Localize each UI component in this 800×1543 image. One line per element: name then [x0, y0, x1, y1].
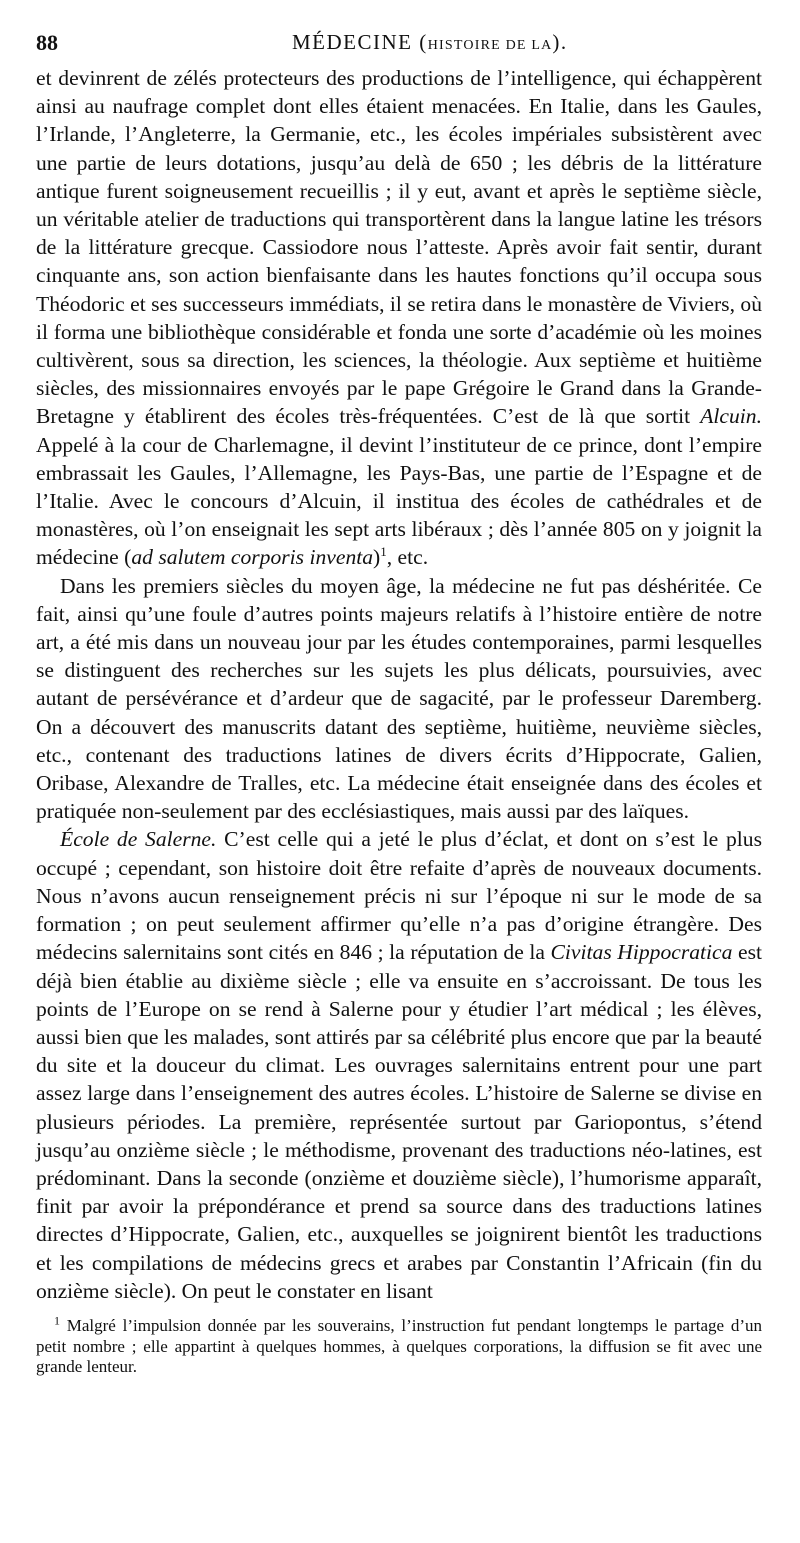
footnote-text: Malgré l’impulsion donnée par les souverains, l’instruction fut pendant longtemps le partage d’un petit nombre ; elle appartint à quelques hommes, à quelques corporations, la diffusion se fit avec une grande lenteur.: [36, 1316, 762, 1376]
paragraph-1-text-c: ): [373, 545, 381, 570]
paragraph-2: Dans les premiers siècles du moyen âge, la médecine ne fut pas déshéritée. Ce fait, ainsi qu’une foule d’autres points majeurs relatifs à l’histoire entière de notre art, a été mis dans un nouveau jour par les études contemporaines, parmi lesquelles se distinguent des recherches sur les sujets les plus délicats, poursuivies, avec autant de persévérance et d’ardeur que de sagacité, par le professeur Daremberg. On a découvert des manuscrits datant des septième, huitième, neuvième siècles, etc., contenant des traductions latines de divers écrits d’Hippocrate, Galien, Oribase, Alexandre de Tralles, etc. La médecine était enseignée dans des écoles et pratiquée non-seulement par des ecclésiastiques, mais aussi par des laïques.: [36, 573, 762, 824]
running-head-paren-open: (: [412, 30, 428, 54]
footnote-mark: 1: [54, 1313, 60, 1328]
page-header: [36, 28, 762, 64]
latin-quote: ad salutem corporis inventa: [131, 545, 374, 570]
body-text: [36, 64, 762, 1305]
paragraph-1-text-a: et devinrent de zélés protecteurs des productions de l’intelligence, qui échappèrent ainsi au naufrage complet dont elles étaient menacées. En Italie, dans les Gaules, l’Irlande, l’Angleterre, la Germanie, etc., les écoles impériales subsistèrent avec une partie de leurs dotations, jusqu’au delà de 650 ; les débris de la littérature antique furent soigneusement recueillis ; il y eut, avant et après le septième siècle, un véritable atelier de traductions qui transportèrent dans la langue latine les trésors de la littérature grecque. Cassiodore nous l’atteste. Après avoir fait sentir, durant cinquante ans, son action bienfaisante dans les hautes fonctions qu’il occupa sous Théodoric et ses successeurs immédiats, il se retira dans le monastère de Viviers, où il forma une bibliothèque considérable et fonda une sorte d’académie où les moines cultivèrent, sous sa direction, les sciences, la théologie. Aux septième et huitième siècles, des missionnaires envoyés par le pape Grégoire le Grand dans la Grande-Bretagne y établirent des écoles très-fréquentées. C’est de là que sortit: [36, 66, 762, 429]
paragraph-3-text-b: est déjà bien établie au dixième siècle ; elle va ensuite en s’accroissant. De tous les points de l’Europe on se rend à Salerne pour y étudier l’art médical ; les élèves, aussi bien que les malades, sont attirés par sa célébrité plus encore que par la beauté du site et la douceur du climat. Les ouvrages salernitains entrent pour une part assez large dans l’enseignement des autres écoles. L’histoire de Salerne se divise en plusieurs périodes. La première, représentée surtout par Gariopontus, s’étend jusqu’au onzième siècle ; le méthodisme, provenant des traductions néo-latines, est prédominant. Dans la seconde (onzième et douzième siècle), l’humorisme apparaît, finit par avoir la prépondérance et prend sa source dans des traductions latines directes d’Hippocrate, Galien, etc., auxquelles se joignirent bientôt les traductions et les compilations de médecins grecs et arabes par Constantin l’Africain (fin du onzième siècle). On peut le constater en lisant: [36, 940, 762, 1303]
running-head-small-caps: HISTOIRE DE LA: [427, 38, 553, 53]
page-number: 88: [36, 30, 58, 55]
civitas-hippocratica: Civitas Hippocratica: [550, 940, 733, 965]
alcuin-name: Alcuin.: [700, 404, 762, 429]
paragraph-1-text-b: Appelé à la cour de Charlemagne, il devint l’instituteur de ce prince, dont l’empire embrassait les Gaules, l’Allemagne, les Pays-Bas, une partie de l’Espagne et de l’Italie. Avec le concours d’Alcuin, il institua des écoles de cathédrales et de monastères, où l’on enseignait les sept arts libéraux ; dès l’année 805 on y joignit la médecine (: [36, 432, 762, 570]
paragraph-3-text-a: C’est celle qui a jeté le plus d’éclat, et dont on s’est le plus occupé ; cependant, son histoire doit être refaite d’après de nouveaux documents. Nous n’avons aucun renseignement précis ni sur l’époque ni sur le mode de sa formation ; on peut seulement affirmer qu’elle n’a pas d’origine étrangère. Des médecins salernitains sont cités en 846 ; la réputation de la: [36, 827, 762, 965]
scan-artifacts: [36, 1490, 762, 1504]
running-head-main: MÉDECINE: [292, 30, 413, 54]
paragraph-3: [36, 825, 762, 1304]
footnote-reference: 1: [380, 544, 387, 560]
running-head-paren-close: ).: [552, 30, 568, 54]
running-head: [292, 30, 568, 55]
footnote: [36, 1313, 762, 1378]
paragraph-1-text-d: , etc.: [386, 545, 429, 570]
paragraph-1: [36, 64, 762, 572]
section-heading-ecole-de-salerne: École de Salerne.: [60, 827, 217, 852]
